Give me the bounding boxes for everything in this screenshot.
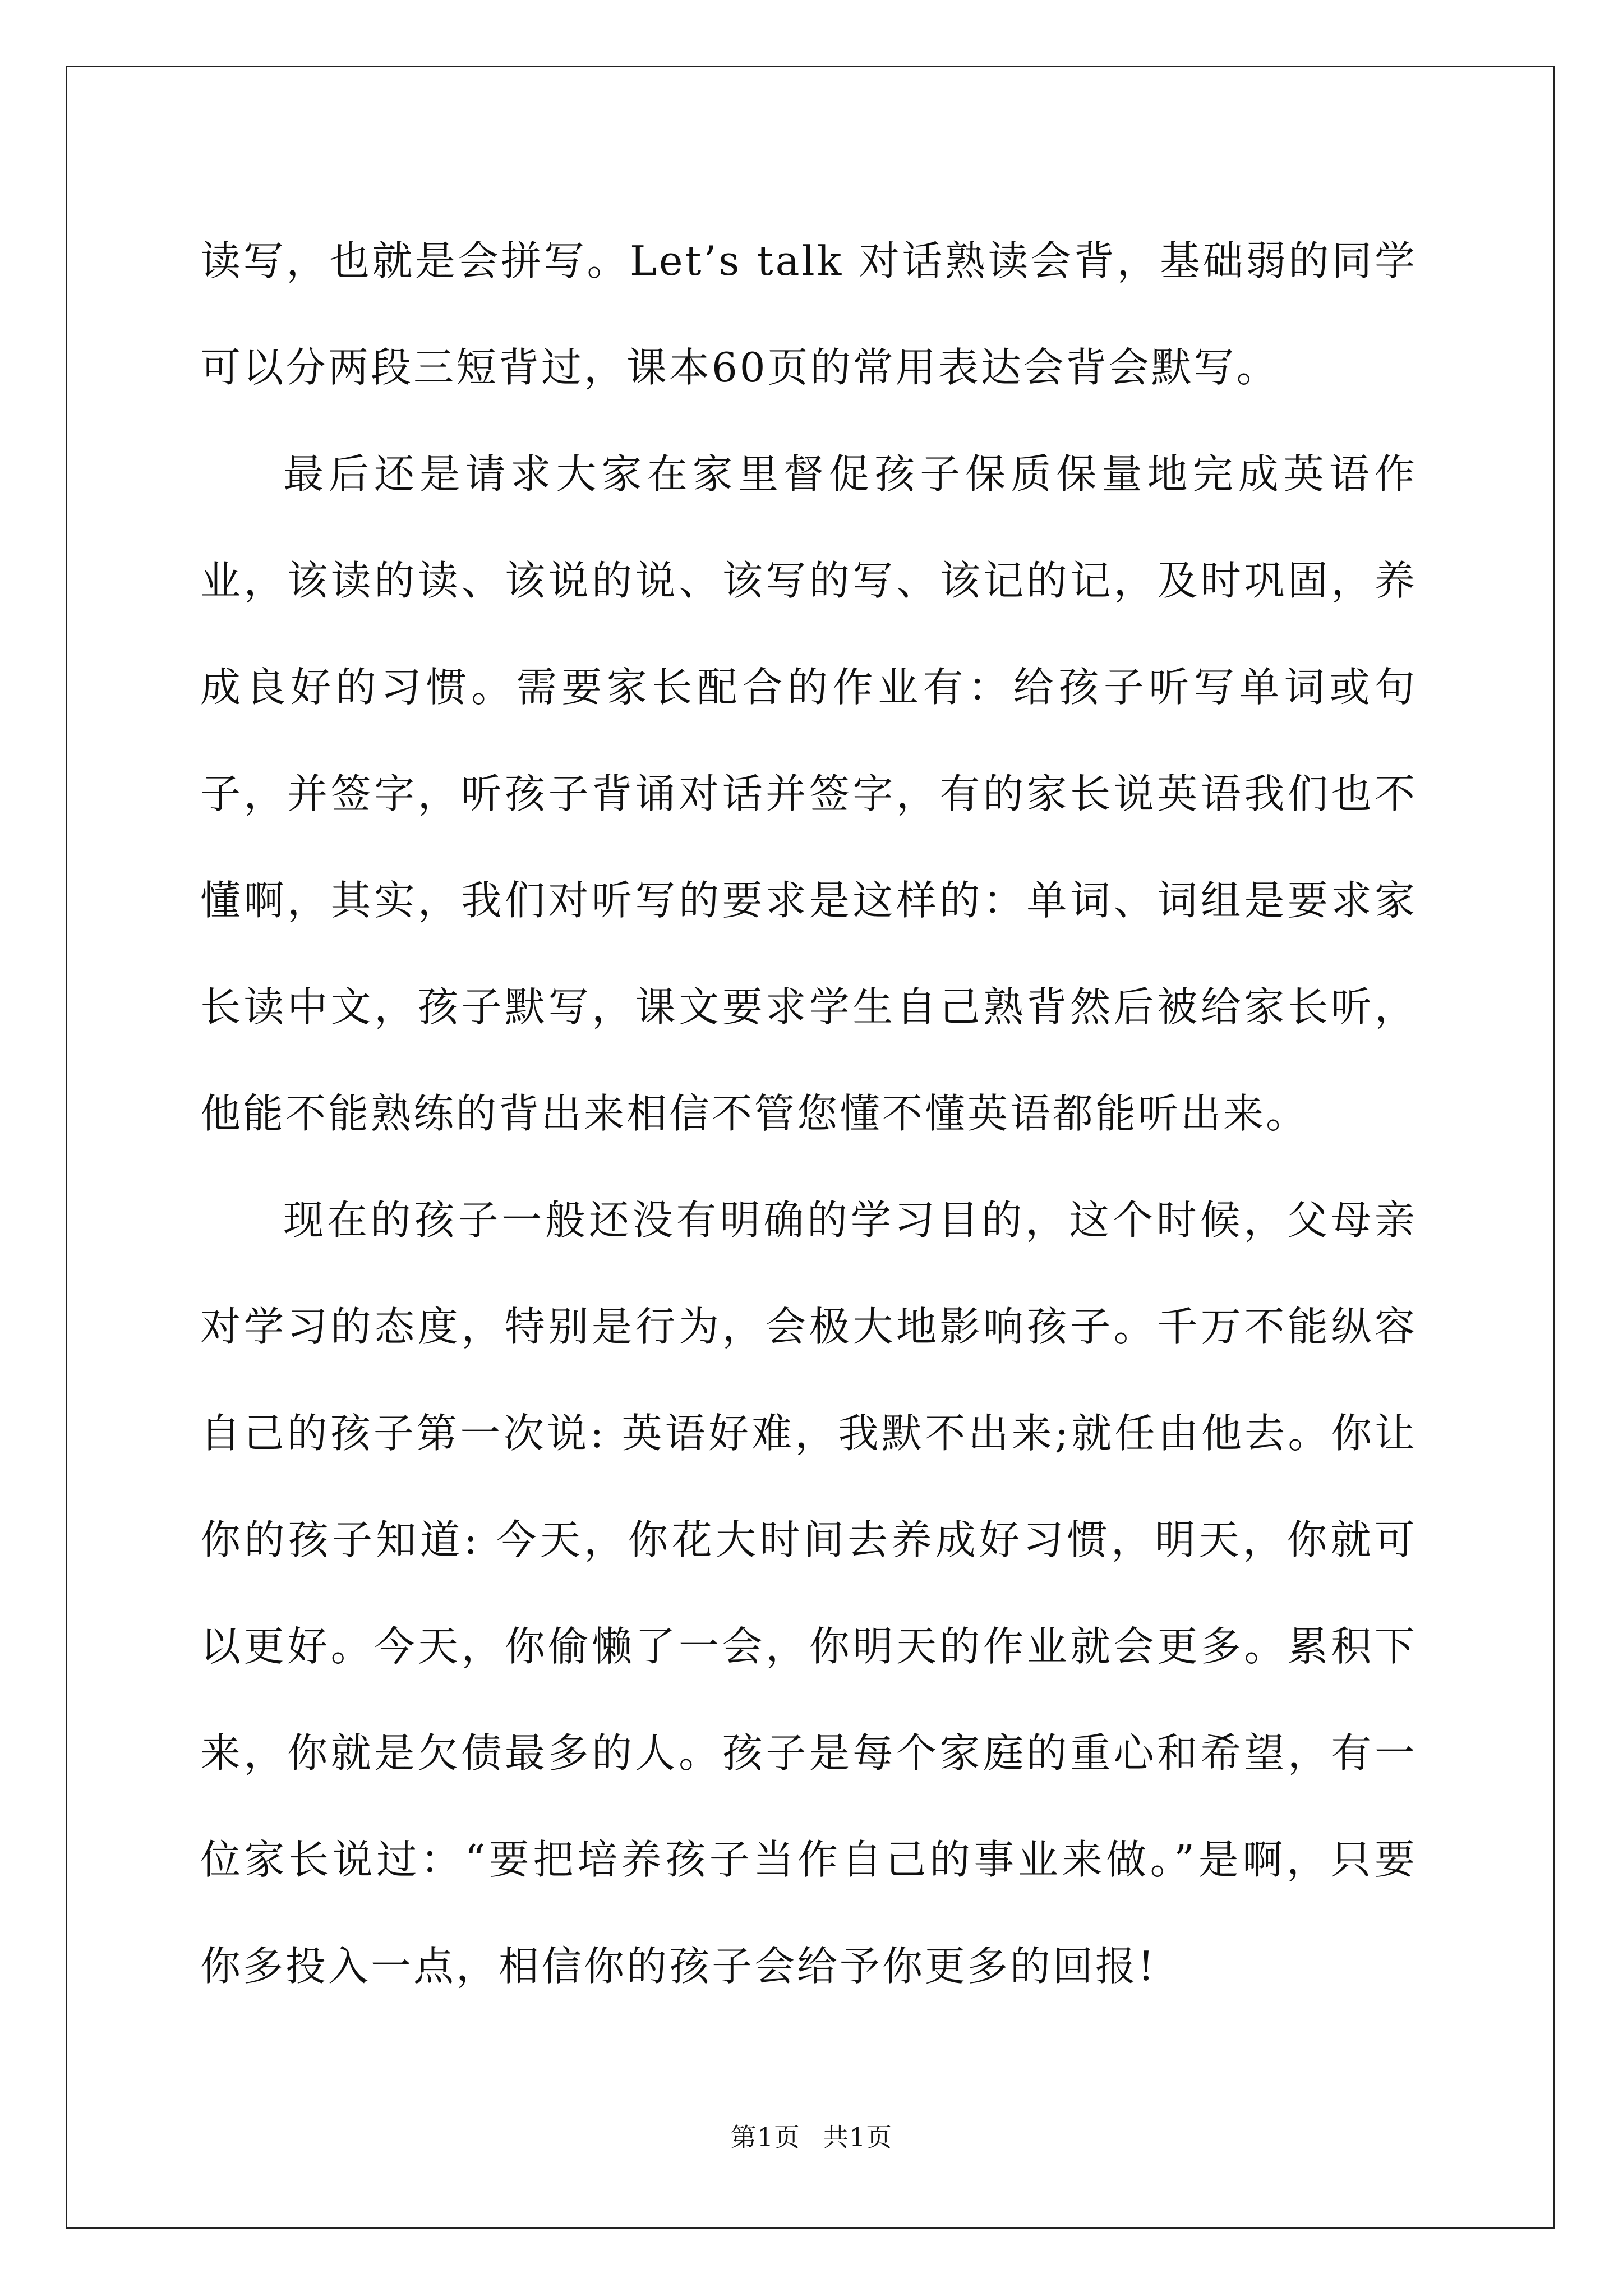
page-total: 共1页: [823, 2122, 893, 2152]
paragraph-2: 最后还是请求大家在家里督促孩子保质保量地完成英语作业，该读的读、该说的说、该写的写、该记的记，及时巩固，养成良好的习惯。需要家长配合的作业有：给孩子听写单词或句子，并签字，听孩子背诵对话并签字，有的家长说英语我们也不懂啊，其实，我们对听写的要求是这样的：单词、词组是要求家长读中文，孩子默写，课文要求学生自己熟背然后被给家长听，他能不能熟练的背出来相信不管您懂不懂英语都能听出来。: [200, 450, 1417, 1137]
document-body: [200, 208, 1417, 2019]
paragraph-3: 现在的孩子一般还没有明确的学习目的，这个时候，父母亲对学习的态度，特别是行为，会极大地影响孩子。千万不能纵容自己的孩子第一次说: 英语好难，我默不出来;就任由他去。你让你的孩子知道: 今天，你花大时间去养成好习惯，明天，你就可以更好。今天，你偷懒了一会，你明天的作业就会更多。累积下来，你就是欠债最多的人。孩子是每个家庭的重心和希望，有一位家长说过：“要把培养孩子当作自己的事业来做。”是啊，只要你多投入一点，相信你的孩子会给予你更多的回报!: [200, 1197, 1417, 1990]
paragraph-1: 读写，也就是会拼写。Let’s talk 对话熟读会背，基础弱的同学可以分两段三短背过，课本60页的常用表达会背会默写。: [200, 237, 1417, 391]
page-footer: [0, 2120, 1623, 2154]
page-number: 第1页: [730, 2122, 800, 2152]
